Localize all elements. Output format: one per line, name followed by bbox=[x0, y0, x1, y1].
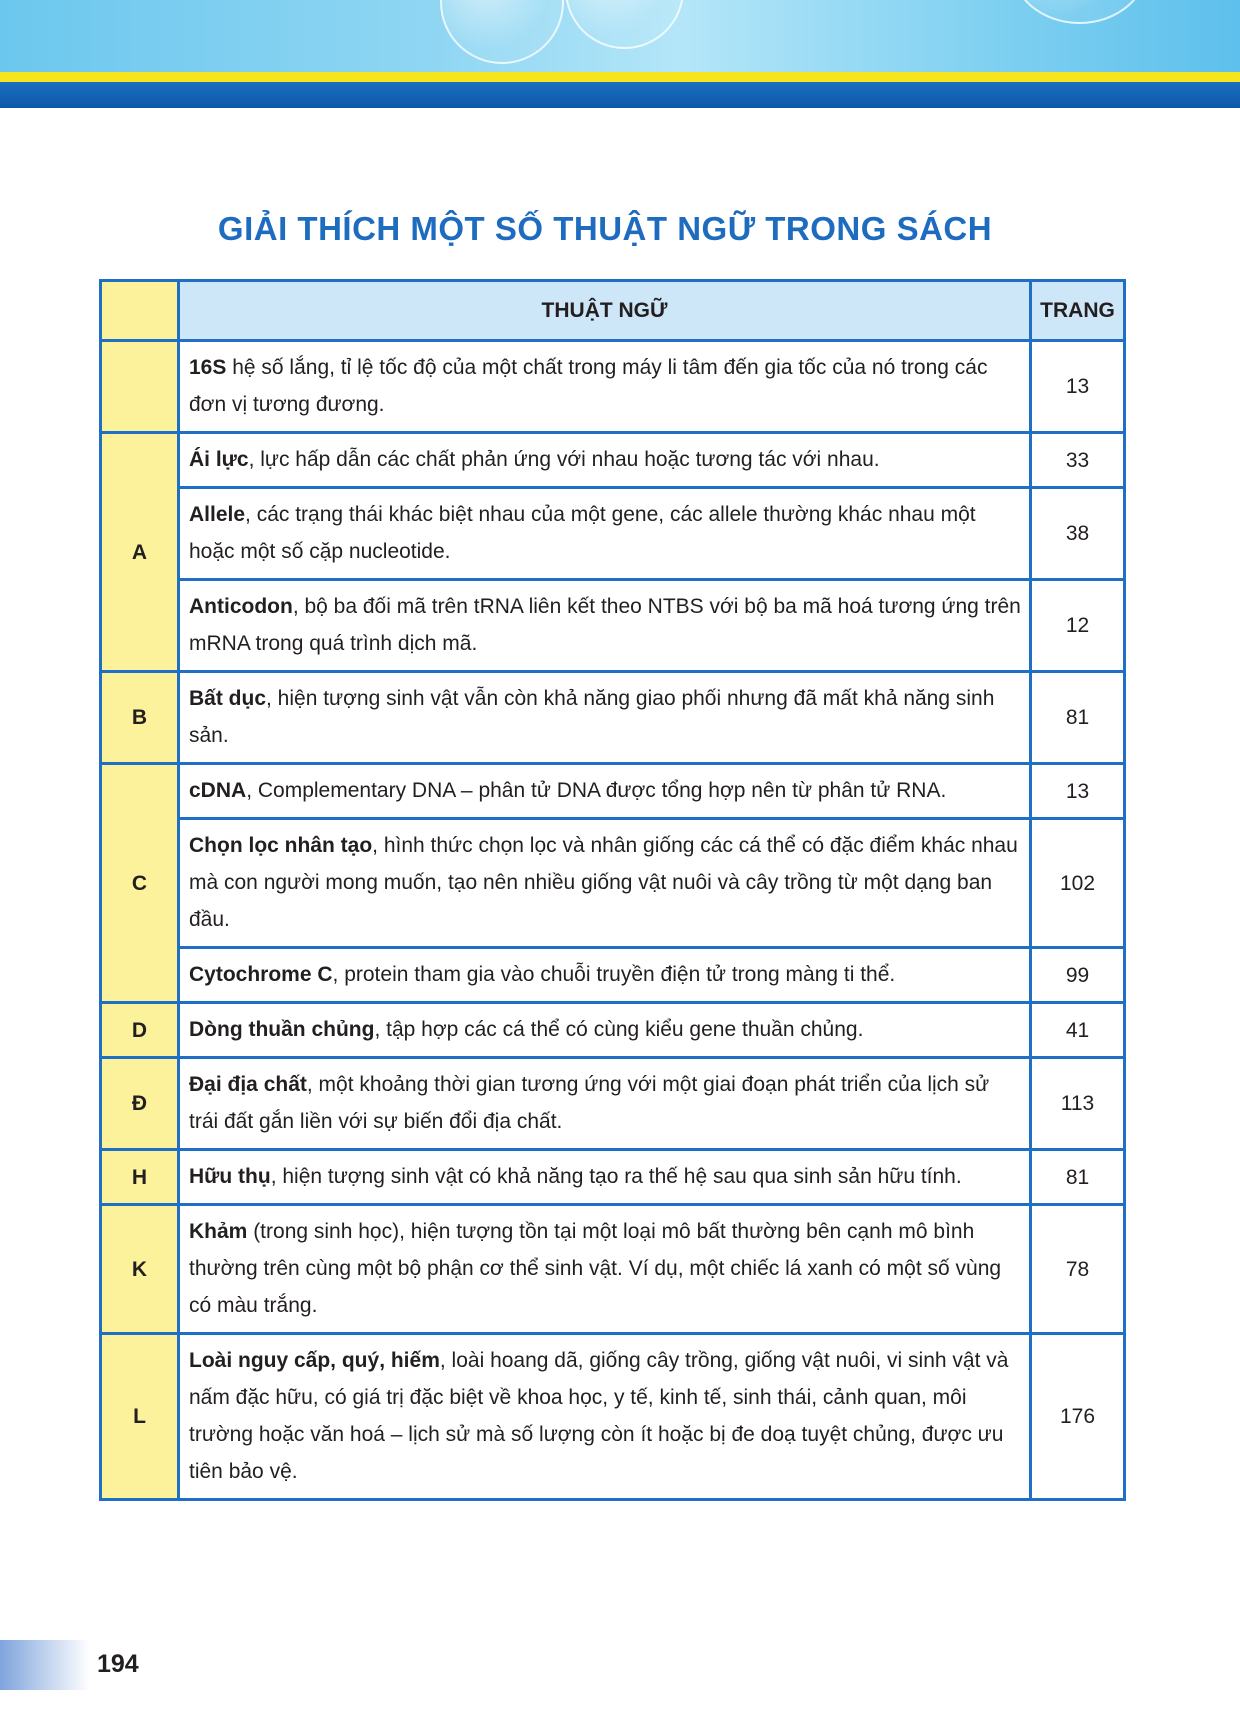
table-row bbox=[101, 764, 1125, 819]
term-name: Ái lực bbox=[189, 448, 249, 471]
page-cell: 113 bbox=[1031, 1058, 1125, 1150]
term-definition: , hình thức chọn lọc và nhân giống các cá thể có đặc điểm khác nhau mà con người mong muốn, tạo nên nhiều giống vật nuôi và cây trồng từ một dạng ban đầu. bbox=[189, 834, 1018, 931]
term-cell bbox=[179, 341, 1031, 433]
term-name: Anticodon bbox=[189, 595, 293, 618]
term-cell bbox=[179, 1003, 1031, 1058]
table-row bbox=[101, 488, 1125, 580]
page-cell: 78 bbox=[1031, 1205, 1125, 1334]
table-row bbox=[101, 1334, 1125, 1500]
table-row bbox=[101, 1058, 1125, 1150]
page-cell: 33 bbox=[1031, 433, 1125, 488]
term-cell bbox=[179, 764, 1031, 819]
table-row bbox=[101, 433, 1125, 488]
term-definition: , protein tham gia vào chuỗi truyền điện tử trong màng ti thể. bbox=[332, 963, 896, 986]
letter-cell: B bbox=[101, 672, 179, 764]
term-cell bbox=[179, 1334, 1031, 1500]
page-cell: 81 bbox=[1031, 1150, 1125, 1205]
term-definition: , loài hoang dã, giống cây trồng, giống vật nuôi, vi sinh vật và nấm đặc hữu, có giá trị đặc biệt về khoa học, y tế, kinh tế, sinh thái, cảnh quan, môi trường hoặc văn hoá – lịch sử mà số lượng còn ít hoặc bị đe doạ tuyệt chủng, được ưu tiên bảo vệ. bbox=[189, 1349, 1009, 1483]
letter-cell bbox=[101, 341, 179, 433]
term-definition: (trong sinh học), hiện tượng tồn tại một loại mô bất thường bên cạnh mô bình thường trên cùng một bộ phận cơ thể sinh vật. Ví dụ, một chiếc lá xanh có một số vùng có màu trắng. bbox=[189, 1220, 1002, 1317]
term-name: 16S bbox=[189, 356, 227, 379]
term-name: Bất dục bbox=[189, 687, 267, 710]
term-definition: , hiện tượng sinh vật vẫn còn khả năng giao phối nhưng đã mất khả năng sinh sản. bbox=[189, 687, 995, 747]
term-name: cDNA bbox=[189, 779, 247, 802]
term-definition: , lực hấp dẫn các chất phản ứng với nhau hoặc tương tác với nhau. bbox=[248, 448, 880, 471]
page-cell: 38 bbox=[1031, 488, 1125, 580]
term-name: Loài nguy cấp, quý, hiếm bbox=[189, 1349, 440, 1372]
term-definition: , hiện tượng sinh vật có khả năng tạo ra thế hệ sau qua sinh sản hữu tính. bbox=[270, 1165, 962, 1188]
header-stripe-yellow bbox=[0, 72, 1240, 82]
term-definition: hệ số lắng, tỉ lệ tốc độ của một chất trong máy li tâm đến gia tốc của nó trong các đơn vị tương đương. bbox=[189, 356, 988, 416]
table-row bbox=[101, 1150, 1125, 1205]
letter-cell: A bbox=[101, 433, 179, 672]
term-cell bbox=[179, 433, 1031, 488]
page-cell: 176 bbox=[1031, 1334, 1125, 1500]
term-name: Dòng thuần chủng bbox=[189, 1018, 375, 1041]
table-header-row bbox=[101, 281, 1125, 341]
letter-cell: H bbox=[101, 1150, 179, 1205]
table-row bbox=[101, 948, 1125, 1003]
bubble-decoration bbox=[440, 0, 564, 64]
table-row bbox=[101, 580, 1125, 672]
header-page: TRANG bbox=[1031, 281, 1125, 341]
bubble-decoration bbox=[565, 0, 684, 49]
top-banner bbox=[0, 0, 1240, 72]
term-definition: , Complementary DNA – phân tử DNA được tổng hợp nên từ phân tử RNA. bbox=[246, 779, 947, 802]
term-cell bbox=[179, 580, 1031, 672]
term-name: Hữu thụ bbox=[189, 1165, 271, 1188]
glossary-table bbox=[99, 279, 1126, 1501]
page-cell: 13 bbox=[1031, 341, 1125, 433]
term-cell bbox=[179, 1150, 1031, 1205]
term-name: Allele bbox=[189, 503, 246, 526]
term-cell bbox=[179, 1205, 1031, 1334]
term-cell bbox=[179, 1058, 1031, 1150]
page-cell: 12 bbox=[1031, 580, 1125, 672]
letter-cell: C bbox=[101, 764, 179, 1003]
letter-cell: K bbox=[101, 1205, 179, 1334]
header-term: THUẬT NGỮ bbox=[179, 281, 1031, 341]
table-row bbox=[101, 341, 1125, 433]
term-definition: , bộ ba đối mã trên tRNA liên kết theo NTBS với bộ ba mã hoá tương ứng trên mRNA trong quá trình dịch mã. bbox=[189, 595, 1021, 655]
term-cell bbox=[179, 819, 1031, 948]
header-stripe-blue bbox=[0, 82, 1240, 108]
page-title: GIẢI THÍCH MỘT SỐ THUẬT NGỮ TRONG SÁCH bbox=[217, 210, 993, 247]
bubble-decoration bbox=[1010, 0, 1149, 24]
term-definition: , tập hợp các cá thể có cùng kiểu gene thuần chủng. bbox=[374, 1018, 864, 1041]
term-name: Chọn lọc nhân tạo bbox=[189, 834, 373, 857]
term-name: Cytochrome C bbox=[189, 963, 333, 986]
letter-cell: Đ bbox=[101, 1058, 179, 1150]
letter-cell: D bbox=[101, 1003, 179, 1058]
page-cell: 102 bbox=[1031, 819, 1125, 948]
term-cell bbox=[179, 672, 1031, 764]
page-number: 194 bbox=[97, 1650, 139, 1678]
term-cell bbox=[179, 948, 1031, 1003]
page-cell: 41 bbox=[1031, 1003, 1125, 1058]
term-name: Đại địa chất bbox=[189, 1073, 307, 1096]
page-cell: 13 bbox=[1031, 764, 1125, 819]
table-row bbox=[101, 1003, 1125, 1058]
table-row bbox=[101, 1205, 1125, 1334]
letter-cell: L bbox=[101, 1334, 179, 1500]
term-name: Khảm bbox=[189, 1220, 248, 1243]
table-row bbox=[101, 672, 1125, 764]
term-cell bbox=[179, 488, 1031, 580]
footer-bar bbox=[0, 1640, 90, 1690]
page-cell: 81 bbox=[1031, 672, 1125, 764]
term-definition: , một khoảng thời gian tương ứng với một giai đoạn phát triển của lịch sử trái đất gắn liền với sự biến đổi địa chất. bbox=[189, 1073, 990, 1133]
table-row bbox=[101, 819, 1125, 948]
term-definition: , các trạng thái khác biệt nhau của một gene, các allele thường khác nhau một hoặc một số cặp nucleotide. bbox=[189, 503, 976, 563]
header-letter-cell bbox=[101, 281, 179, 341]
page-cell: 99 bbox=[1031, 948, 1125, 1003]
